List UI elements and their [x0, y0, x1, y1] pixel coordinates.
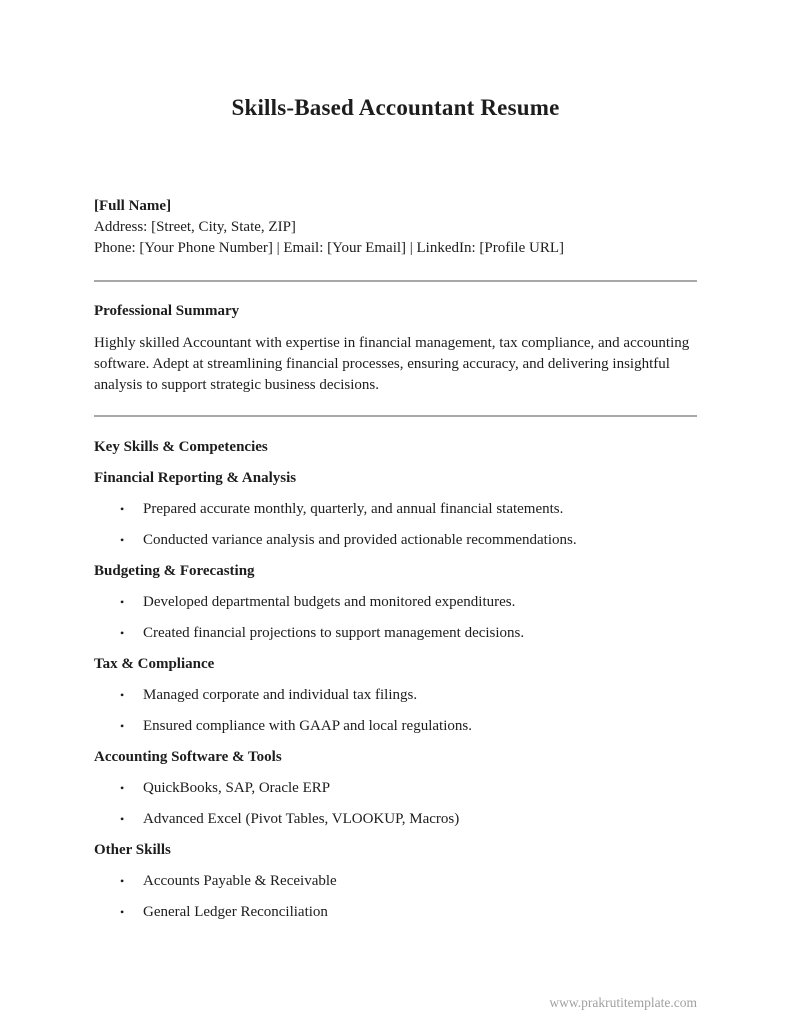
- professional-summary-text: Highly skilled Accountant with expertise in financial management, tax compliance, and accounting software. Adept at streamlining financial processes, ensuring accuracy, and delivering insightful analysis to support strategic business decisions.: [94, 335, 690, 393]
- list-item: [94, 685, 697, 706]
- skill-group-title: Budgeting & Forecasting: [94, 563, 255, 579]
- skill-group-title: Other Skills: [94, 842, 171, 858]
- skill-group: [94, 747, 697, 830]
- footer-website-url: www.prakrutitemplate.com: [549, 995, 697, 1010]
- bullet-icon: •: [120, 905, 125, 919]
- skill-group: [94, 468, 697, 551]
- skill-group-title: Tax & Compliance: [94, 656, 215, 672]
- skill-list: [94, 778, 697, 830]
- bullet-icon: •: [120, 719, 125, 733]
- list-item-text: Accounts Payable & Receivable: [143, 873, 337, 889]
- list-item: [94, 716, 697, 737]
- phone-email-linkedin-line: Phone: [Your Phone Number] | Email: [Your Email] | LinkedIn: [Profile URL]: [94, 240, 564, 256]
- bullet-icon: •: [120, 595, 125, 609]
- list-item: [94, 871, 697, 892]
- list-item-text: Conducted variance analysis and provided actionable recommendations.: [143, 532, 577, 548]
- list-item-text: Managed corporate and individual tax filings.: [143, 687, 418, 703]
- divider-rule: [94, 415, 697, 417]
- bullet-icon: •: [120, 533, 125, 547]
- skill-list: [94, 592, 697, 644]
- professional-summary-heading: Professional Summary: [94, 303, 240, 319]
- skills-groups: [94, 468, 697, 923]
- skill-list: [94, 871, 697, 923]
- list-item-text: Ensured compliance with GAAP and local regulations.: [143, 718, 472, 734]
- skill-group: [94, 654, 697, 737]
- skill-group: [94, 840, 697, 923]
- list-item-text: QuickBooks, SAP, Oracle ERP: [143, 780, 331, 796]
- bullet-icon: •: [120, 812, 125, 826]
- contact-block: [94, 196, 697, 259]
- bullet-icon: •: [120, 502, 125, 516]
- list-item: [94, 902, 697, 923]
- skill-group: [94, 561, 697, 644]
- key-skills-heading: Key Skills & Competencies: [94, 439, 268, 455]
- bullet-icon: •: [120, 626, 125, 640]
- list-item: [94, 592, 697, 613]
- list-item: [94, 499, 697, 520]
- list-item-text: Created financial projections to support management decisions.: [143, 625, 525, 641]
- list-item-text: Prepared accurate monthly, quarterly, and annual financial statements.: [143, 501, 564, 517]
- list-item-text: General Ledger Reconciliation: [143, 904, 328, 920]
- full-name-placeholder: [Full Name]: [94, 198, 172, 214]
- page-title: Skills-Based Accountant Resume: [231, 95, 560, 120]
- list-item-text: Advanced Excel (Pivot Tables, VLOOKUP, Macros): [143, 811, 460, 827]
- bullet-icon: •: [120, 688, 125, 702]
- bullet-icon: •: [120, 874, 125, 888]
- skill-group-title: Accounting Software & Tools: [94, 749, 282, 765]
- skill-group-title: Financial Reporting & Analysis: [94, 470, 297, 486]
- divider-rule: [94, 280, 697, 282]
- list-item-text: Developed departmental budgets and monitored expenditures.: [143, 594, 516, 610]
- bullet-icon: •: [120, 781, 125, 795]
- list-item: [94, 809, 697, 830]
- list-item: [94, 778, 697, 799]
- skill-list: [94, 685, 697, 737]
- skill-list: [94, 499, 697, 551]
- list-item: [94, 530, 697, 551]
- list-item: [94, 623, 697, 644]
- address-line: Address: [Street, City, State, ZIP]: [94, 219, 296, 235]
